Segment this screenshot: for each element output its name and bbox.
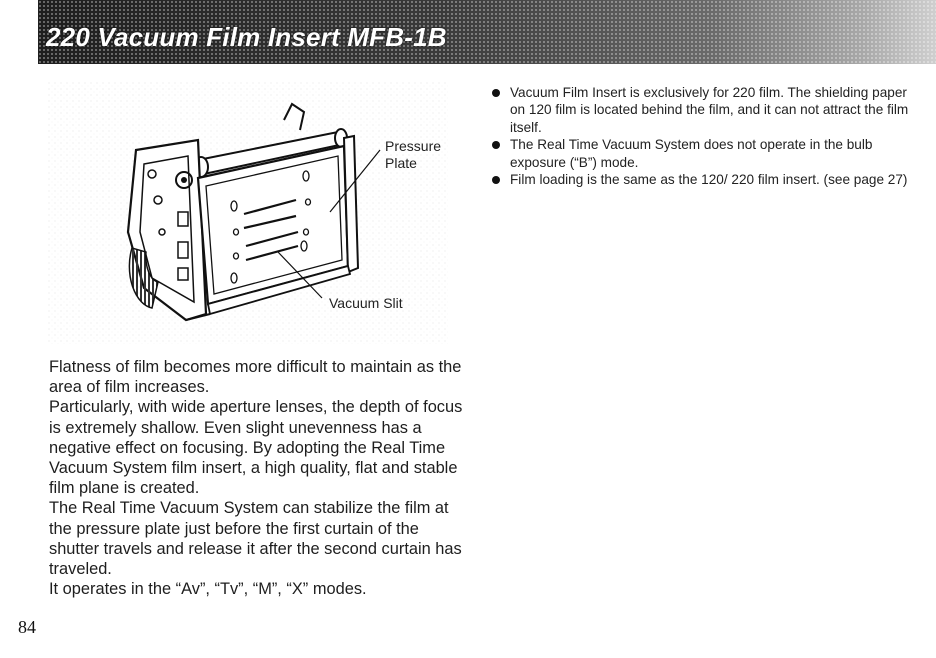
- note-text: Vacuum Film Insert is exclusively for 220 film. The shielding paper on 120 film is located behind the film, and it can not attract the film itself.: [510, 85, 909, 135]
- vacuum-slit-label: Vacuum Slit: [329, 295, 403, 311]
- body-paragraph: Flatness of film becomes more difficult to maintain as the area of film increases.: [49, 358, 462, 397]
- note-text: Film loading is the same as the 120/ 220 film insert. (see page 27): [510, 172, 908, 188]
- body-paragraph: Particularly, with wide aperture lenses, the depth of focus is extremely shallow. Even slight unevenness has a negative effect on focusing. By adopting the Real Time Vacuum System film insert, a high quality, flat and stable film plane is created.: [49, 398, 463, 498]
- main-description: [49, 357, 469, 599]
- page-number: 84: [18, 617, 36, 637]
- note-item: [490, 136, 910, 171]
- film-insert-illustration: [48, 82, 448, 344]
- note-text: The Real Time Vacuum System does not operate in the bulb exposure (“B”) mode.: [510, 137, 873, 170]
- body-paragraph: It operates in the “Av”, “Tv”, “M”, “X” modes.: [49, 580, 367, 599]
- bullet-icon: [492, 176, 500, 184]
- note-item: [490, 84, 910, 136]
- pressure-plate-label: Pressure Plate: [385, 138, 442, 171]
- bullet-icon: [492, 89, 500, 97]
- body-paragraph: The Real Time Vacuum System can stabilize the film at the pressure plate just before the first curtain of the shutter travels and release it after the second curtain has traveled.: [49, 499, 462, 579]
- note-item: [490, 171, 910, 188]
- section-header-banner: [38, 0, 936, 64]
- bullet-icon: [492, 141, 500, 149]
- notes-list: [490, 84, 910, 188]
- page-title: 220 Vacuum Film Insert MFB-1B: [46, 22, 447, 52]
